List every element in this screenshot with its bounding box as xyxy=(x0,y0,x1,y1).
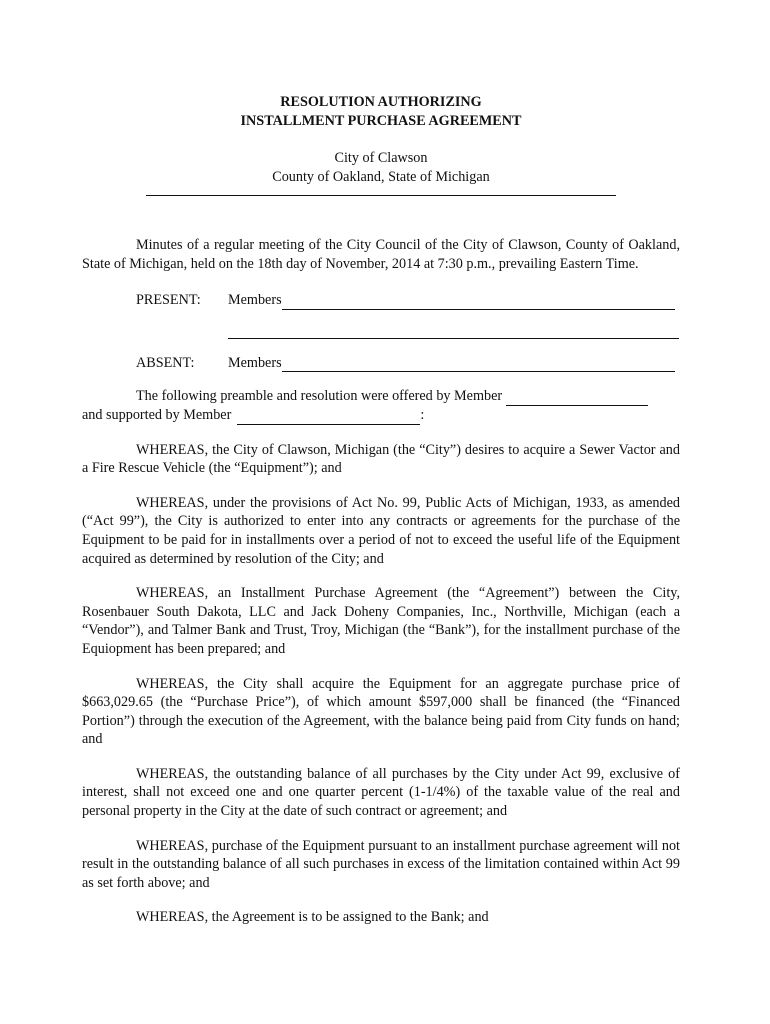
supported-by-blank[interactable] xyxy=(237,410,420,425)
whereas-paragraph: WHEREAS, the outstanding balance of all purchases by the City under Act 99, exclusive of interest, shall not exceed one and one quarter percent (1-1/4%) of the taxable value of the real and personal property in the City at the date of such contract or agreement; and xyxy=(82,765,680,820)
title-line-2: INSTALLMENT PURCHASE AGREEMENT xyxy=(240,113,522,129)
present-members-blank-2[interactable] xyxy=(228,324,679,339)
absent-members-blank[interactable] xyxy=(282,357,675,372)
present-members-label: Members xyxy=(228,292,282,309)
absent-row xyxy=(82,354,680,373)
minutes-paragraph: Minutes of a regular meeting of the City Council of the City of Clawson, County of Oakland, State of Michigan, held on the 18th day of November, 2014 at 7:30 p.m., prevailing Eastern Time. xyxy=(82,237,680,272)
whereas-paragraph: WHEREAS, an Installment Purchase Agreement (the “Agreement”) between the City, Rosenbauer South Dakota, LLC and Jack Doheny Companies, Inc., Northville, Michigan (each a “Vendor”), and Talmer Bank and Trust, Troy, Michigan (the “Bank”), for the installment purchase of the Equiopment has been prepared; and xyxy=(82,585,680,657)
whereas-paragraph: WHEREAS, under the provisions of Act No. 99, Public Acts of Michigan, 1933, as amended (“Act 99”), the City is authorized to enter into any contracts or agreements for the purchase of the Equipment to be paid for in installments over a period of not to exceed the useful life of the Equipment acquired as determined by resolution of the City; and xyxy=(82,494,680,567)
title-line-1: RESOLUTION AUTHORIZING xyxy=(280,94,482,110)
city-name: City of Clawson xyxy=(334,150,428,166)
offered-by-text: The following preamble and resolution were offered by Member xyxy=(136,388,503,405)
whereas-paragraph: WHEREAS, the City of Clawson, Michigan (the “City”) desires to acquire a Sewer Vactor and a Fire Rescue Vehicle (the “Equipment”); and xyxy=(82,441,680,477)
present-members-blank[interactable] xyxy=(282,295,675,310)
offered-by-blank[interactable] xyxy=(506,391,648,406)
whereas-paragraph: WHEREAS, the Agreement is to be assigned to the Bank; and xyxy=(136,909,489,926)
present-label: PRESENT: xyxy=(136,292,201,309)
supported-by-colon: : xyxy=(420,406,425,423)
header-divider xyxy=(146,195,616,196)
present-members-row-2 xyxy=(82,324,680,339)
whereas-paragraph: WHEREAS, the City shall acquire the Equipment for an aggregate purchase price of $663,029.65 (the “Purchase Price”), of which amount $597,000 shall be financed (the “Financed Portion”) through the execution of the Agreement, with the balance being paid from City funds on hand; and xyxy=(82,675,680,748)
document-title xyxy=(82,93,680,131)
present-row xyxy=(82,291,680,310)
supported-by-text: and supported by Member xyxy=(82,406,232,423)
preamble-block xyxy=(82,387,680,424)
absent-label: ABSENT: xyxy=(136,354,195,371)
supported-by-row xyxy=(82,406,680,425)
county-state: County of Oakland, State of Michigan xyxy=(272,169,490,185)
whereas-paragraph: WHEREAS, purchase of the Equipment pursuant to an installment purchase agreement will not result in the outstanding balance of all such purchases in excess of the limitation contained within Act 99 as set forth above; and xyxy=(82,837,680,891)
absent-members-label: Members xyxy=(228,354,282,371)
offered-by-row xyxy=(82,387,680,406)
jurisdiction xyxy=(82,149,680,187)
